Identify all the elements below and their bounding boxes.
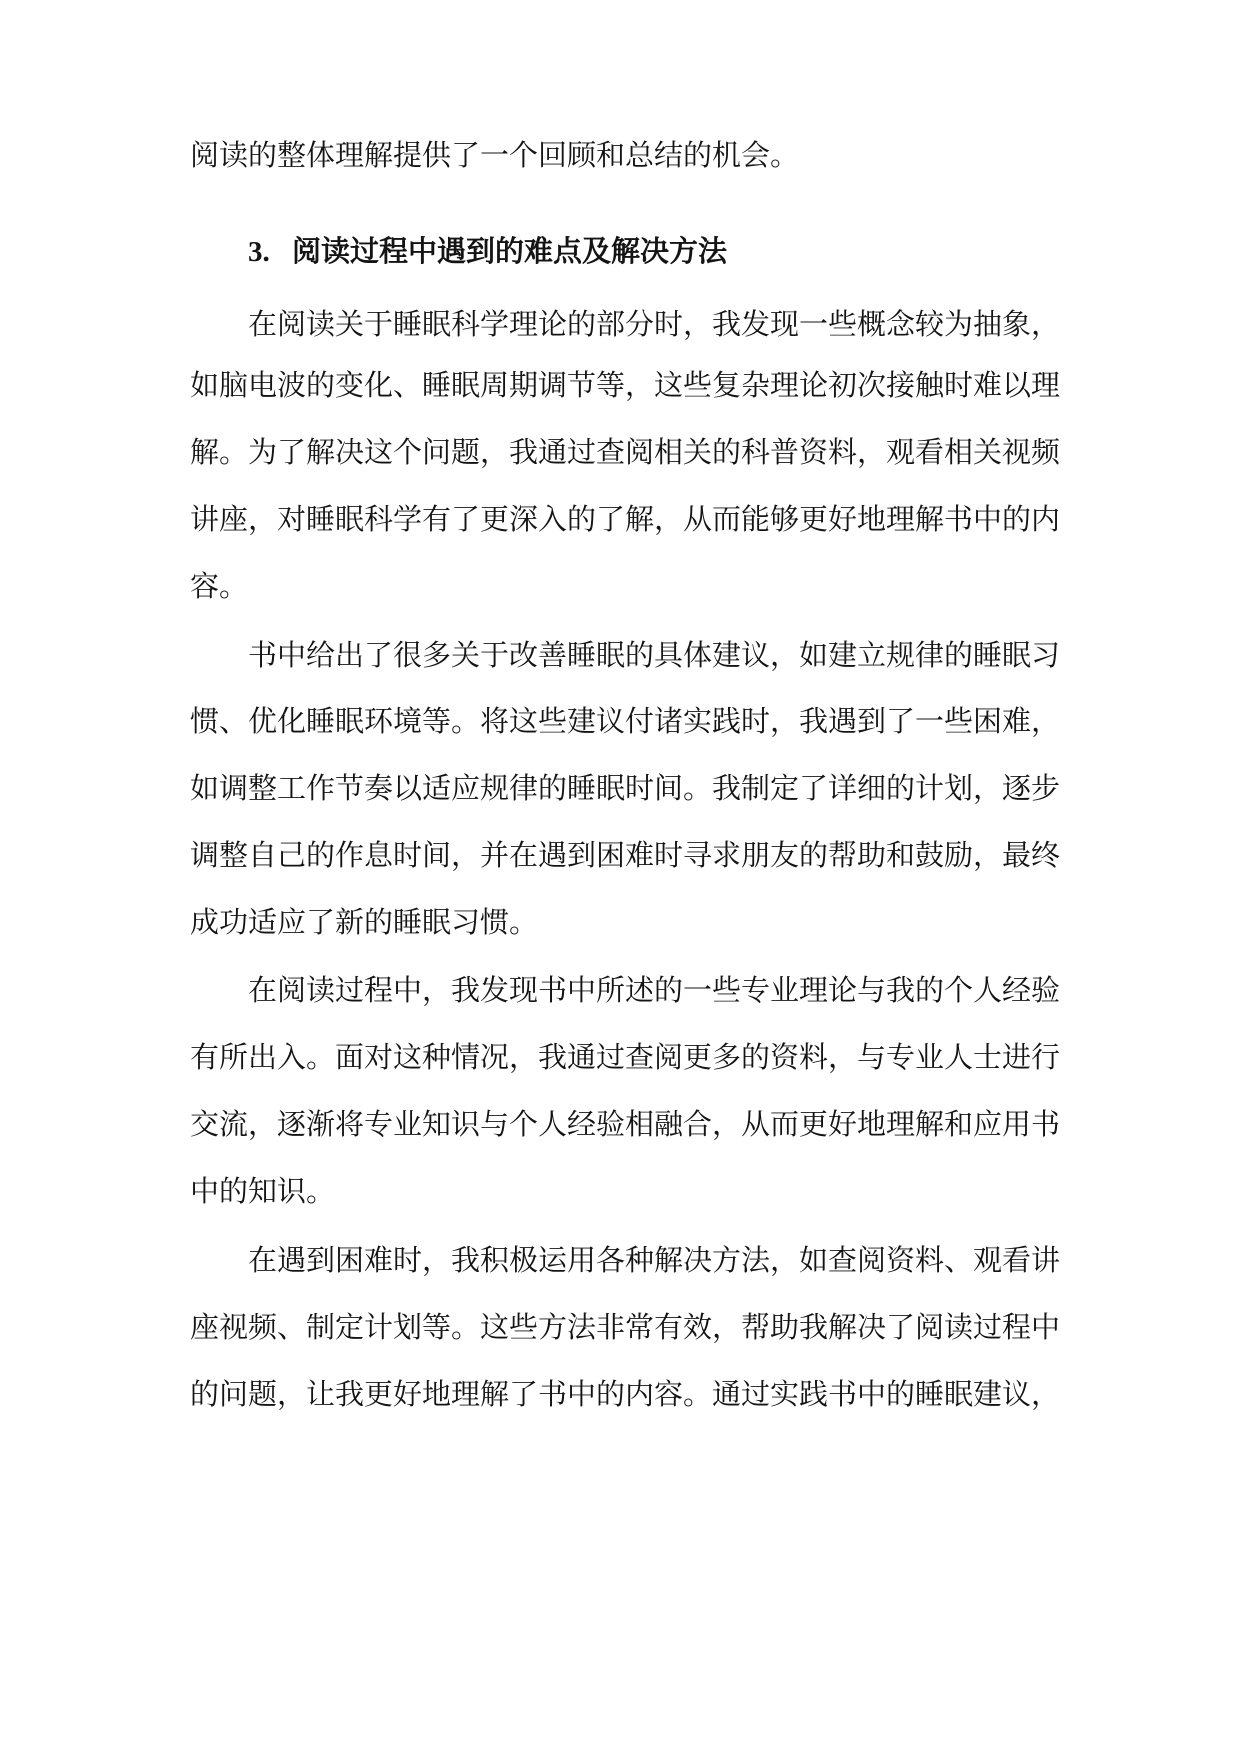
paragraph-line: 座视频、制定计划等。这些方法非常有效，帮助我解决了阅读过程中 — [190, 1310, 1060, 1344]
paragraph-line: 在阅读关于睡眠科学理论的部分时，我发现一些概念较为抽象， — [248, 307, 1060, 341]
paragraph-line: 书中给出了很多关于改善睡眠的具体建议，如建立规律的睡眠习 — [248, 638, 1060, 672]
section-title: 阅读过程中遇到的难点及解决方法 — [292, 234, 728, 268]
paragraph-line: 有所出入。面对这种情况，我通过查阅更多的资料，与专业人士进行 — [190, 1040, 1060, 1074]
continued-paragraph-line: 阅读的整体理解提供了一个回顾和总结的机会。 — [190, 138, 800, 172]
paragraph-line: 中的知识。 — [190, 1174, 336, 1208]
paragraph-line: 在阅读过程中，我发现书中所述的一些专业理论与我的个人经验 — [248, 973, 1060, 1007]
section-heading — [248, 216, 1060, 286]
section-number: 3. — [248, 236, 270, 268]
paragraph-line: 成功适应了新的睡眠习惯。 — [190, 905, 539, 939]
paragraph-line: 容。 — [190, 569, 249, 603]
paragraph-line: 在遇到困难时，我积极运用各种解决方法，如查阅资料、观看讲 — [248, 1243, 1060, 1277]
paragraph-line: 如脑电波的变化、睡眠周期调节等，这些复杂理论初次接触时难以理 — [190, 368, 1060, 402]
paragraph-line: 如调整工作节奏以适应规律的睡眠时间。我制定了详细的计划，逐步 — [190, 771, 1060, 805]
paragraph-line: 调整自己的作息时间，并在遇到困难时寻求朋友的帮助和鼓励，最终 — [190, 838, 1060, 872]
paragraph-line: 的问题，让我更好地理解了书中的内容。通过实践书中的睡眠建议， — [190, 1377, 1060, 1411]
paragraph-line: 交流，逐渐将专业知识与个人经验相融合，从而更好地理解和应用书 — [190, 1107, 1060, 1141]
paragraph-line: 讲座，对睡眠科学有了更深入的了解，从而能够更好地理解书中的内 — [190, 502, 1060, 536]
paragraph-line: 惯、优化睡眠环境等。将这些建议付诸实践时，我遇到了一些困难， — [190, 704, 1060, 738]
paragraph-line: 解。为了解决这个问题，我通过查阅相关的科普资料，观看相关视频 — [190, 435, 1060, 469]
